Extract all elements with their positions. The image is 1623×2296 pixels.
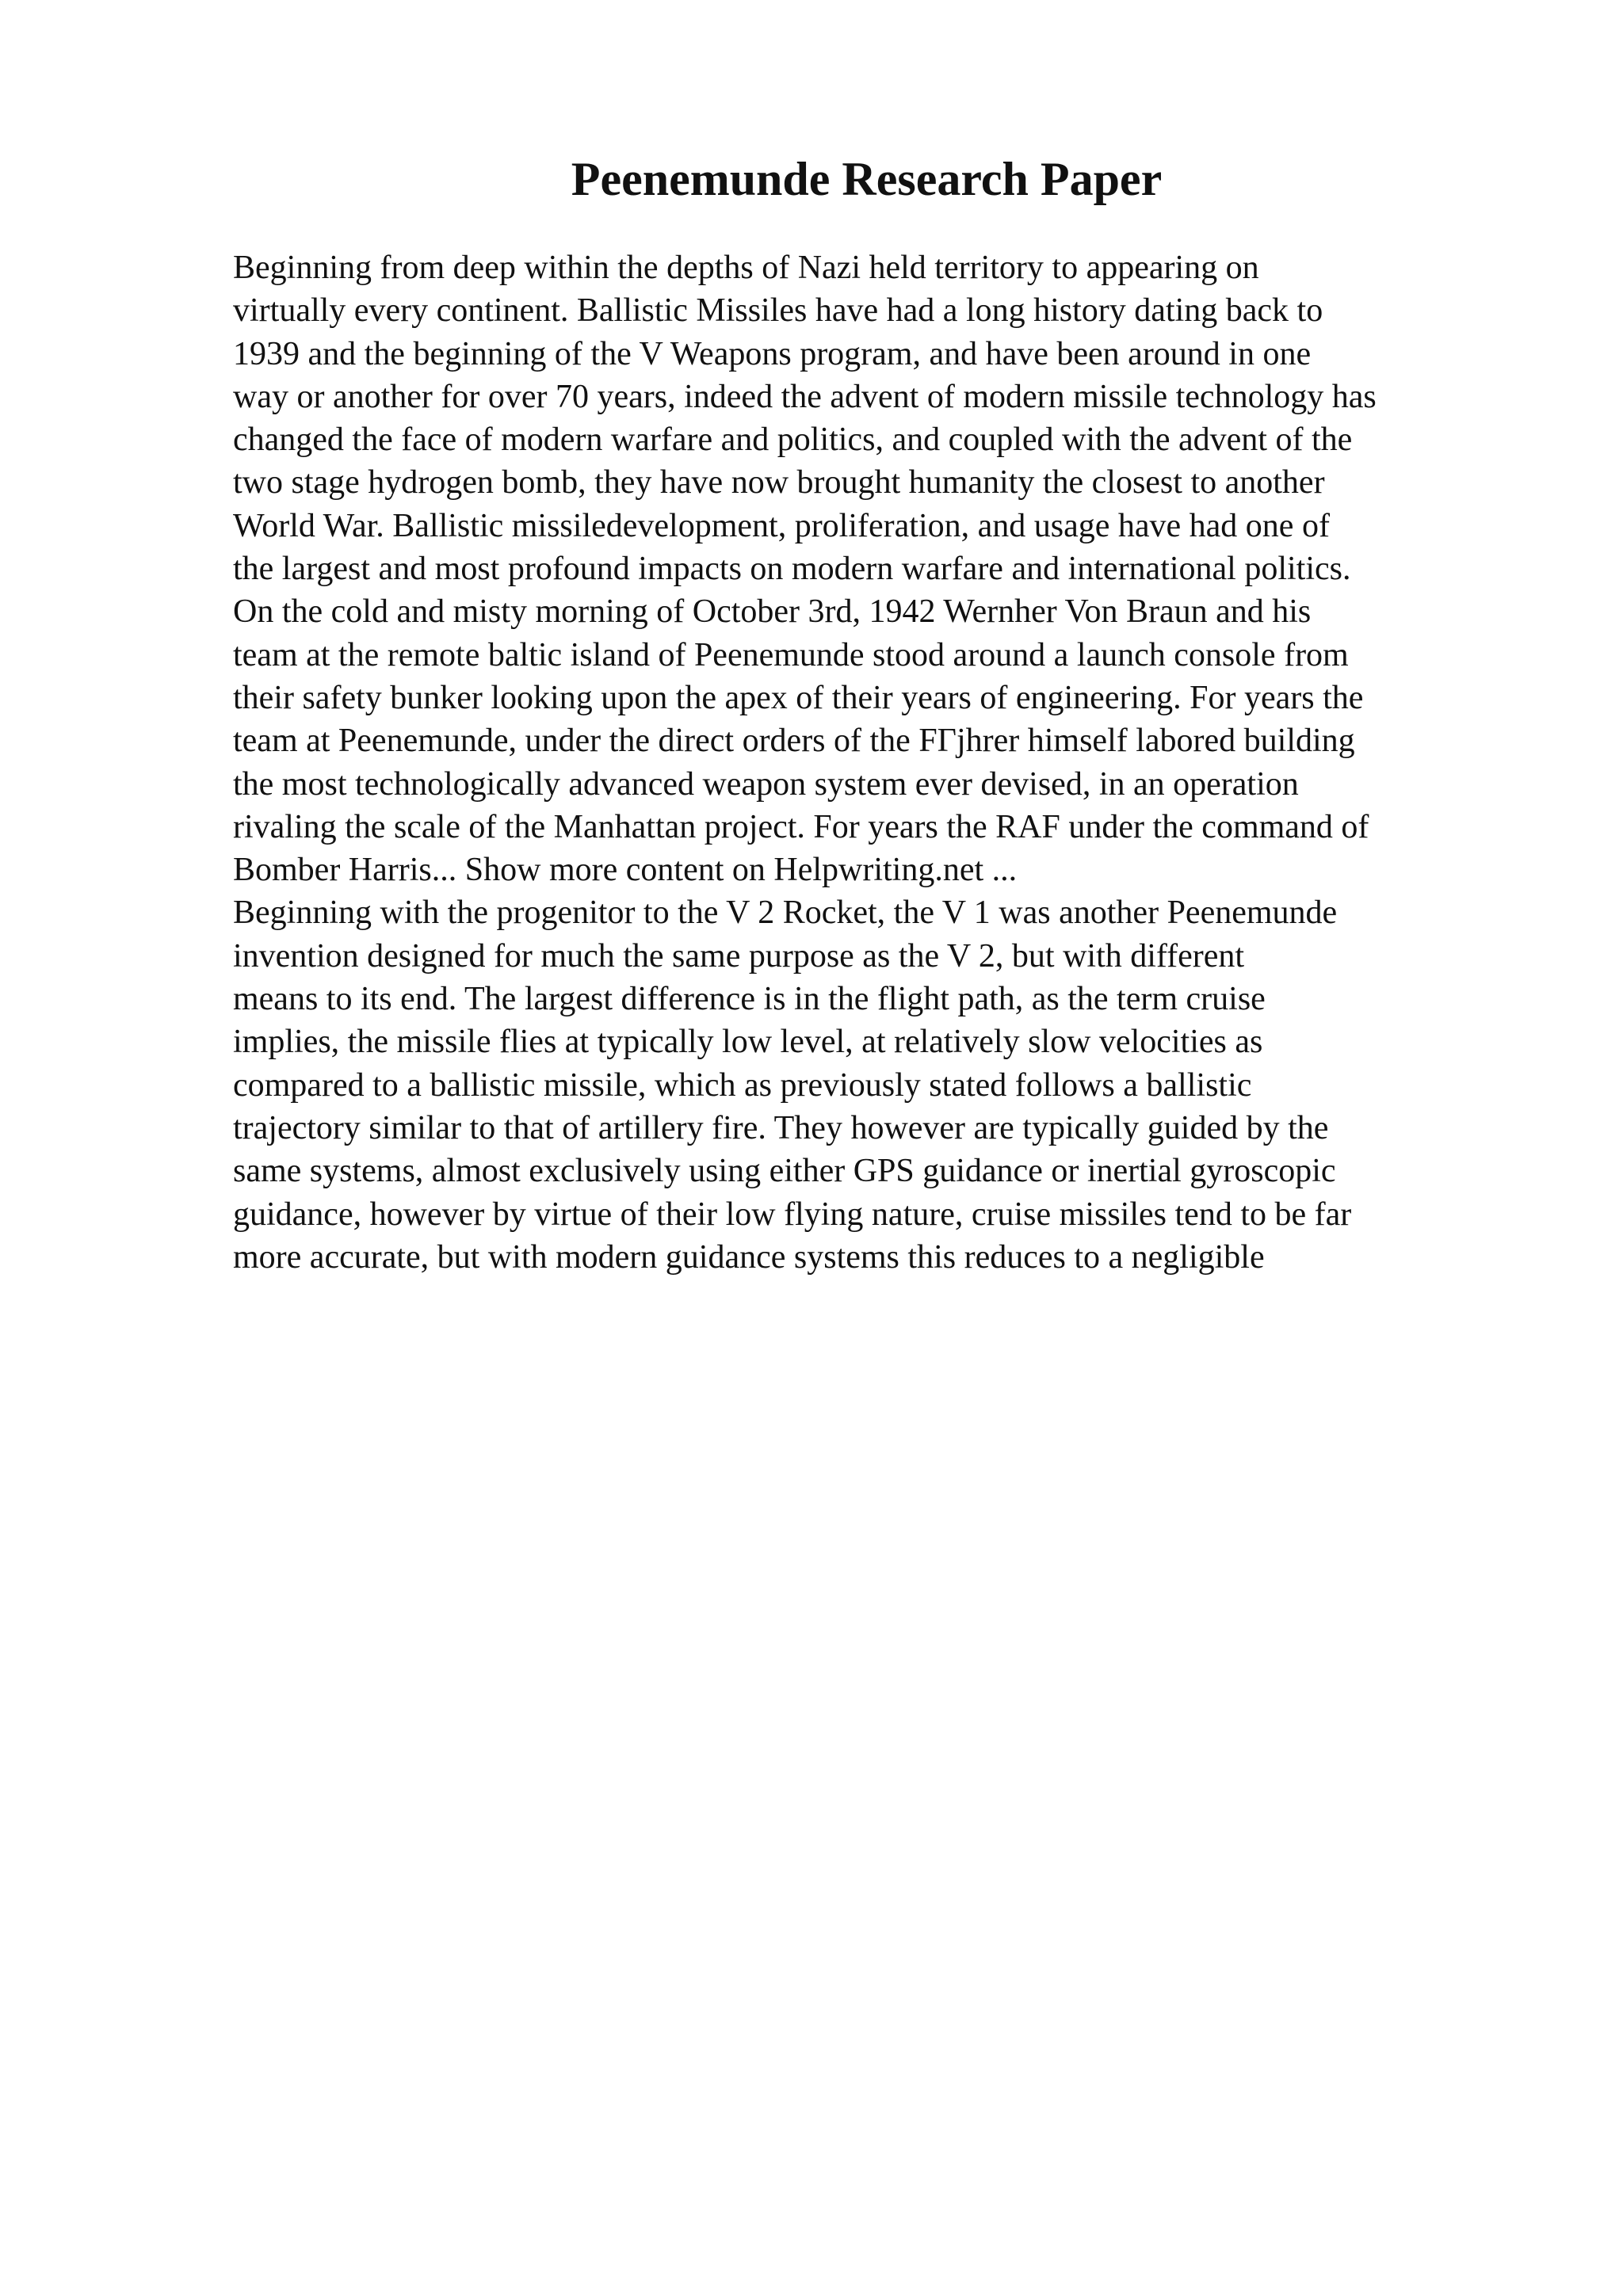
body-line: same systems, almost exclusively using either GPS guidance or inertial gyroscopic [233, 1153, 1336, 1190]
body-line: team at the remote baltic island of Peenemunde stood around a launch console from [233, 636, 1349, 673]
body-line: On the cold and misty morning of October 3rd, 1942 Wernher Von Braun and his [233, 593, 1312, 631]
body-line: 1939 and the beginning of the V Weapons program, and have been around in one [233, 335, 1312, 372]
body-line: virtually every continent. Ballistic Missiles have had a long history dating back to [233, 292, 1323, 330]
body-line: guidance, however by virtue of their low flying nature, cruise missiles tend to be far [233, 1196, 1352, 1233]
body-line: the most technologically advanced weapon system ever devised, in an operation [233, 765, 1299, 803]
body-line: their safety bunker looking upon the apex of their years of engineering. For years the [233, 679, 1364, 716]
body-line: the largest and most profound impacts on modern warfare and international politics. [233, 551, 1351, 588]
body-line: invention designed for much the same purpose as the V 2, but with different [233, 937, 1245, 974]
body-line: Beginning from deep within the depths of Nazi held territory to appearing on [233, 250, 1259, 286]
body-line: compared to a ballistic missile, which as previously stated follows a ballistic [233, 1066, 1252, 1104]
body-line: means to its end. The largest difference is in the flight path, as the term cruise [233, 981, 1266, 1018]
document-title: Peenemunde Research Paper [571, 153, 1163, 205]
body-line: way or another for over 70 years, indeed the advent of modern missile technology has [233, 378, 1377, 415]
body-line: rivaling the scale of the Manhattan project. For years the RAF under the command of [233, 808, 1369, 845]
body-line: implies, the missile flies at typically low level, at relatively slow velocities as [233, 1024, 1263, 1061]
body-line: trajectory similar to that of artillery fire. They however are typically guided by the [233, 1109, 1329, 1146]
body-line: Bomber Harris... Show more content on Helpwriting.net ... [233, 852, 1018, 889]
body-line: World War. Ballistic missiledevelopment, proliferation, and usage have had one of [233, 507, 1330, 544]
body-line: two stage hydrogen bomb, they have now brought humanity the closest to another [233, 464, 1325, 502]
body-line: more accurate, but with modern guidance systems this reduces to a negligible [233, 1238, 1265, 1276]
body-line: changed the face of modern warfare and politics, and coupled with the advent of the [233, 421, 1353, 459]
document-body [233, 246, 1517, 1279]
body-line: Beginning with the progenitor to the V 2 Rocket, the V 1 was another Peenemunde [233, 894, 1338, 932]
body-line: team at Peenemunde, under the direct orders of the FΓjhrer himself labored building [233, 723, 1355, 760]
